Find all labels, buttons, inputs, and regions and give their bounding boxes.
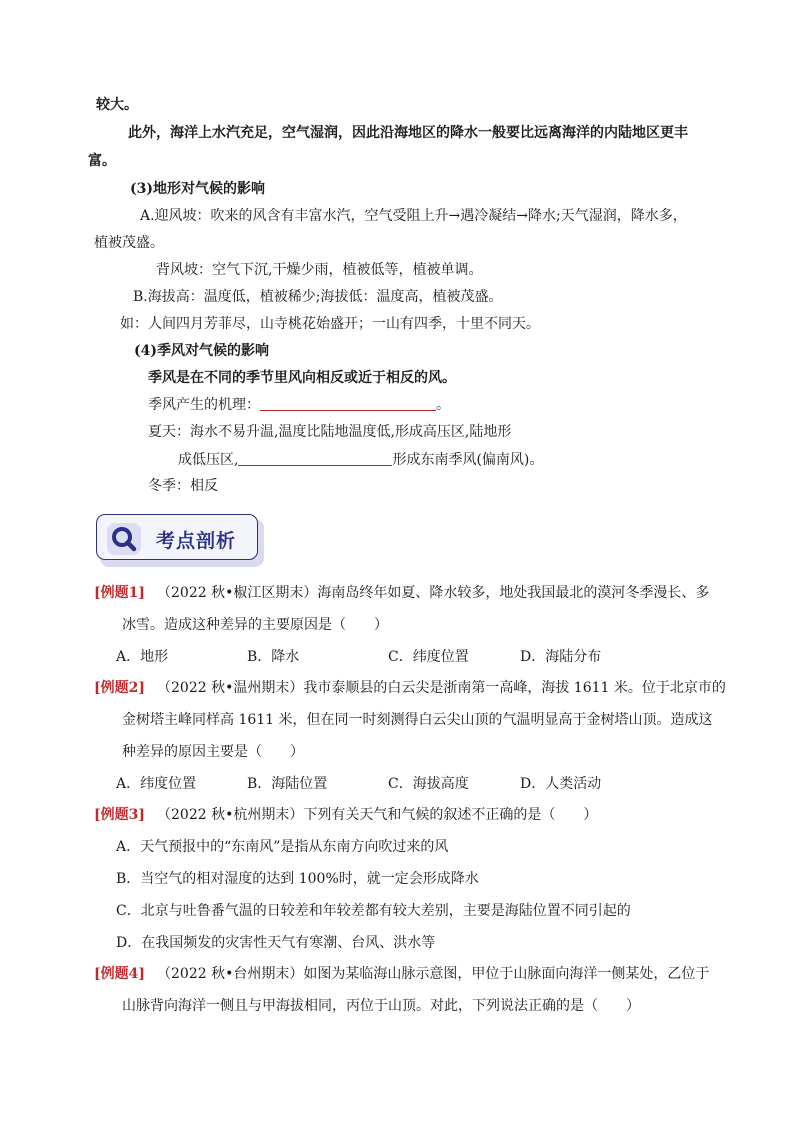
paragraph-text: 形成东南季风(偏南风)。 (392, 452, 544, 468)
section-heading: (4)季风对气候的影响 (134, 343, 269, 359)
paragraph-text: 富。 (88, 153, 116, 169)
paragraph-text: 如：人间四月芳菲尽，山寺桃花始盛开；一山有四季，十里不同天。 (120, 316, 540, 332)
option-c: C．海拔高度 (388, 776, 469, 792)
paragraph-text: 冬季：相反 (148, 478, 218, 494)
option-a: A．纬度位置 (116, 776, 197, 792)
paragraph-text: A.迎风坡：吹来的风含有丰富水汽，空气受阻上升→遇冷凝结→降水;天气湿润，降水多， (140, 208, 687, 224)
option-b: B．海陆位置 (247, 776, 328, 792)
fill-blank-line (148, 396, 450, 414)
question-text: （2022 秋•温州期末）我市泰顺县的白云尖是浙南第一高峰，海拔 1611 米。位于北京市的 (157, 680, 726, 696)
question-text: 种差异的原因主要是（ ） (122, 744, 304, 760)
question-line (94, 806, 597, 824)
paragraph-text: 植被茂盛。 (94, 235, 164, 251)
answer-blank (260, 396, 436, 411)
question-text: （2022 秋•台州期末）如图为某临海山脉示意图，甲位于山脉面向海洋一侧某处，乙位于 (157, 966, 710, 982)
question-text: （2022 秋•杭州期末）下列有关天气和气候的叙述不正确的是（ ） (157, 807, 598, 823)
section-title: 考点剖析 (156, 530, 237, 552)
option-d: D．人类活动 (520, 776, 602, 792)
paragraph-text: 夏天：海水不易升温,温度比陆地温度低,形成高压区,陆地形 (148, 424, 512, 440)
paragraph-text: 。 (436, 397, 450, 413)
section-heading: (3)地形对气候的影响 (130, 181, 265, 197)
paragraph-text: 季风是在不同的季节里风向相反或近于相反的风。 (148, 370, 456, 386)
option-d: D．海陆分布 (520, 649, 602, 665)
option-b: B．当空气的相对湿度的达到 100%时，就一定会形成降水 (116, 871, 479, 887)
question-line (94, 584, 709, 602)
question-tag: [例题1] (94, 585, 145, 601)
answer-blank (238, 451, 392, 466)
option-a: A．天气预报中的“东南风”是指从东南方向吹过来的风 (116, 839, 449, 855)
paragraph-text: 此外，海洋上水汽充足，空气湿润，因此沿海地区的降水一般要比远离海洋的内陆地区更丰 (128, 125, 688, 141)
question-text: 山脉背向海洋一侧且与甲海拔相同，丙位于山顶。对此，下列说法正确的是（ ） (122, 998, 640, 1014)
paragraph-text: B.海拔高：温度低，植被稀少;海拔低：温度高，植被茂盛。 (133, 289, 503, 305)
question-line (94, 679, 726, 697)
question-tag: [例题3] (94, 807, 145, 823)
question-text: 金树塔主峰同样高 1611 米，但在同一时刻测得白云尖山顶的气温明显高于金树塔山顶。造成这 (122, 712, 713, 728)
question-line (94, 965, 709, 983)
section-banner (96, 514, 264, 566)
option-d: D．在我国频发的灾害性天气有寒潮、台风、洪水等 (116, 935, 436, 951)
fill-blank-line (178, 451, 543, 469)
question-tag: [例题4] (94, 966, 145, 982)
option-b: B．降水 (247, 649, 300, 665)
option-c: C．北京与吐鲁番气温的日较差和年较差都有较大差别，主要是海陆位置不同引起的 (116, 903, 631, 919)
question-tag: [例题2] (94, 680, 145, 696)
paragraph-text: 季风产生的机理： (148, 397, 260, 413)
option-a: A．地形 (116, 649, 169, 665)
paragraph-text: 背风坡：空气下沉,干燥少雨，植被低等，植被单调。 (156, 262, 483, 278)
search-icon (106, 522, 142, 556)
paragraph-text: 较大。 (96, 97, 138, 113)
question-text: 冰雪。造成这种差异的主要原因是（ ） (122, 617, 388, 633)
paragraph-text: 成低压区, (178, 452, 239, 468)
option-c: C．纬度位置 (388, 649, 469, 665)
question-text: （2022 秋•椒江区期末）海南岛终年如夏、降水较多，地处我国最北的漠河冬季漫长、多 (157, 585, 710, 601)
